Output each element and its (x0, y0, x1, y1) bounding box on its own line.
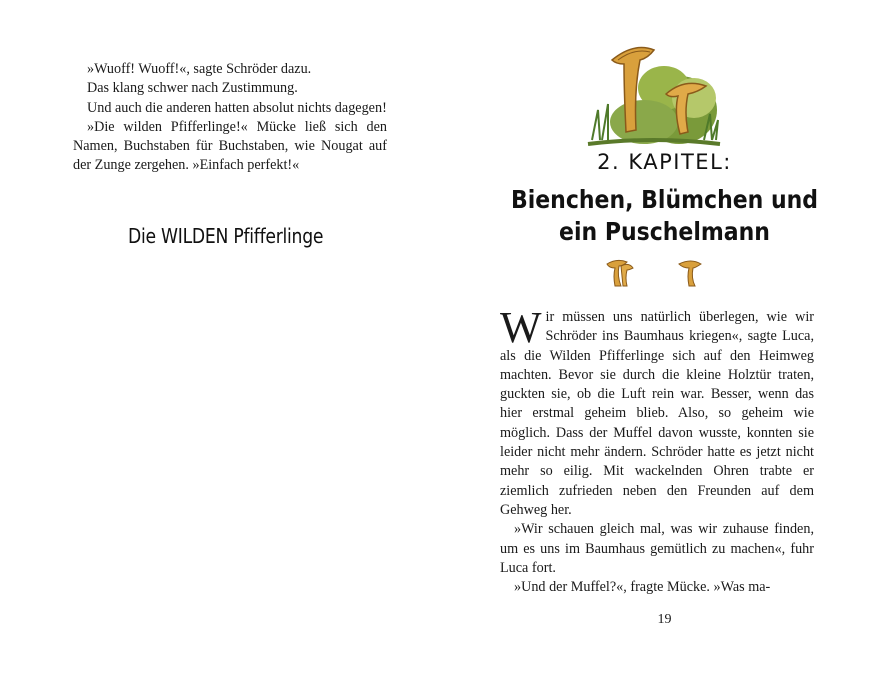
chapter-title-line: Bienchen, Blümchen und (510, 185, 819, 214)
paragraph-text: ir müssen uns natürlich überlegen, wie wir Schröder ins Baumhaus kriegen«, sagte Luca, als die Wilden Pfifferlinge sich auf den Heimweg machten. Bevor sie durch die kleine Holztür traten, guckten sie, ob die Luft rein war. Besser, wenn das hier erstmal geheim blieb. Also, so geheim wie möglich. Dass der Muffel davon wusste, konnten sie leider nicht mehr ändern. Schröder hatte es jetzt nicht mehr so eilig. Mit wackelnden Ohren trabte er ziemlich zufrieden neben den Freunden auf dem Gehweg her. (500, 309, 814, 518)
paragraph: Und auch die anderen hatten absolut nichts dagegen! (87, 99, 387, 116)
page-number: 19 (657, 612, 672, 627)
paragraph: Das klang schwer nach Zustimmung. (87, 80, 298, 97)
handwritten-title: Die WILDEN Pfifferlinge (128, 224, 324, 248)
paragraph (500, 303, 814, 520)
mushroom-ornament-icon (603, 256, 711, 290)
drop-cap: W (500, 303, 542, 352)
chapter-title-line: ein Puschelmann (559, 217, 770, 246)
chanterelle-illustration (584, 40, 724, 148)
right-page (443, 0, 886, 680)
chapter-title (443, 184, 886, 248)
chapter-number: 2. KAPITEL: (597, 150, 732, 174)
paragraph: »Die wilden Pfifferlinge!« Mücke ließ sich den Namen, Buchstaben für Buchstaben, wie Nougat auf der Zunge zergehen. »Einfach perfekt!« (73, 118, 387, 174)
left-page-text (73, 60, 387, 176)
paragraph: »Wuoff! Wuoff!«, sagte Schröder dazu. (87, 61, 312, 77)
right-page-text (500, 303, 814, 597)
paragraph: »Und der Muffel?«, fragte Mücke. »Was ma- (514, 579, 771, 596)
paragraph: »Wir schauen gleich mal, was wir zuhause finden, um es uns im Baumhaus gemütlich zu machen«, fuhr Luca fort. (500, 521, 814, 576)
